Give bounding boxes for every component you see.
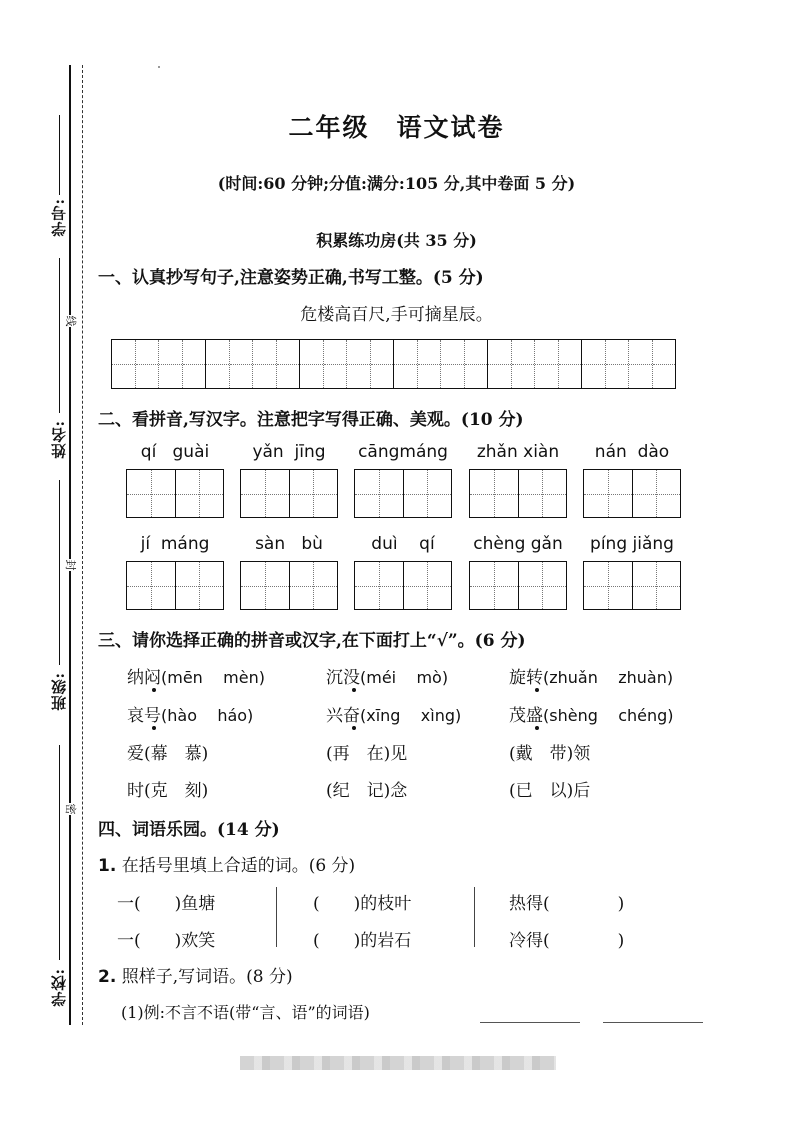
emphasis-dot xyxy=(152,726,156,730)
choice-word: 纳闷 xyxy=(127,668,161,688)
fill-blank-item[interactable]: ( )的岩石 xyxy=(313,931,412,951)
tianzige-box[interactable] xyxy=(126,469,224,518)
choice-item[interactable]: 时(克 刻) xyxy=(127,781,209,801)
choice-options: (zhuǎn zhuàn) xyxy=(543,668,674,687)
choice-word: 茂盛 xyxy=(509,706,543,726)
copy-writing-grid[interactable] xyxy=(111,339,676,389)
tianzige-box[interactable] xyxy=(583,469,681,518)
pinyin-label: sàn bù xyxy=(255,534,323,554)
pinyin-label: qí guài xyxy=(140,442,210,462)
choice-item[interactable]: (已 以)后 xyxy=(509,781,591,801)
choice-item[interactable] xyxy=(509,701,674,726)
answer-line[interactable] xyxy=(480,1022,580,1023)
part-number: 2. xyxy=(98,967,117,987)
tianzige-box[interactable] xyxy=(354,469,452,518)
choice-item[interactable] xyxy=(127,701,253,726)
choice-word: 沉没 xyxy=(326,668,360,688)
part-number: 1. xyxy=(98,856,117,876)
column-divider xyxy=(276,887,277,947)
choice-item[interactable] xyxy=(127,663,265,688)
school-label: 学校: xyxy=(50,968,68,1007)
choice-item[interactable]: (再 在)见 xyxy=(326,744,408,764)
choice-options: (shèng chéng) xyxy=(543,706,674,725)
school-blank xyxy=(59,745,60,960)
fill-blank-item[interactable]: 一( )鱼塘 xyxy=(117,894,216,914)
seal-char-mi: 密 xyxy=(64,803,77,815)
class-label: 班级: xyxy=(50,672,68,711)
column-divider xyxy=(474,887,475,947)
pinyin-label: jí máng xyxy=(140,534,210,554)
choice-item[interactable]: (纪 记)念 xyxy=(326,781,408,801)
scan-speck xyxy=(158,66,160,68)
tianzige-box[interactable] xyxy=(583,561,681,610)
choice-item[interactable] xyxy=(509,663,673,688)
choice-word: 旋转 xyxy=(509,668,543,688)
choice-item[interactable]: (戴 带)领 xyxy=(509,744,591,764)
section-title: 积累练功房(共 35 分) xyxy=(316,231,477,250)
choice-item[interactable] xyxy=(326,663,448,688)
choice-item[interactable] xyxy=(326,701,461,726)
pinyin-label: nán dào xyxy=(594,442,670,462)
fill-blank-item[interactable]: 热得( ) xyxy=(509,894,625,914)
choice-options: (méi mò) xyxy=(360,668,449,687)
binding-margin-dashed-line xyxy=(82,65,83,1025)
part-instruction: 照样子,写词语。(8 分) xyxy=(121,967,293,987)
pinyin-label: duì qí xyxy=(371,534,435,554)
question-1-sentence: 危楼高百尺,手可摘星辰。 xyxy=(300,305,493,325)
pinyin-label: zhǎn xiàn xyxy=(476,442,560,462)
exam-title: 二年级 语文试卷 xyxy=(288,113,505,142)
example-prompt: (1)例:不言不语(带“言、语”的词语) xyxy=(121,1003,370,1022)
exam-subtitle: (时间:60 分钟;分值:满分:105 分,其中卷面 5 分) xyxy=(217,174,576,193)
class-blank xyxy=(59,480,60,665)
name-label: 姓名: xyxy=(50,420,68,459)
pinyin-label: píng jiǎng xyxy=(590,534,674,554)
question-4-title: 四、词语乐园。(14 分) xyxy=(98,820,280,840)
seal-char-feng: 封 xyxy=(64,559,77,571)
blurred-watermark xyxy=(240,1056,556,1070)
tianzige-box[interactable] xyxy=(240,469,338,518)
question-4-part-2 xyxy=(98,962,293,987)
emphasis-dot xyxy=(152,688,156,692)
emphasis-dot xyxy=(535,726,539,730)
pinyin-label: chèng gǎn xyxy=(473,534,563,554)
seal-char-xian: 线 xyxy=(64,315,77,327)
choice-word: 哀号 xyxy=(127,706,161,726)
choice-word: 兴奋 xyxy=(326,706,360,726)
tianzige-box[interactable] xyxy=(240,561,338,610)
fill-blank-item[interactable]: 一( )欢笑 xyxy=(117,931,216,951)
tianzige-box[interactable] xyxy=(126,561,224,610)
tianzige-box[interactable] xyxy=(354,561,452,610)
tianzige-box[interactable] xyxy=(469,561,567,610)
choice-options: (xīng xìng) xyxy=(360,706,462,725)
pinyin-label: yǎn jīng xyxy=(252,442,326,462)
pinyin-label: cāngmáng xyxy=(358,442,448,462)
question-1-title: 一、认真抄写句子,注意姿势正确,书写工整。(5 分) xyxy=(98,268,484,288)
answer-line[interactable] xyxy=(603,1022,703,1023)
choice-item[interactable]: 爱(幕 慕) xyxy=(127,744,209,764)
tianzige-box[interactable] xyxy=(469,469,567,518)
question-4-part-1 xyxy=(98,851,355,876)
question-2-title: 二、看拼音,写汉字。注意把字写得正确、美观。(10 分) xyxy=(98,410,524,430)
fill-blank-item[interactable]: 冷得( ) xyxy=(509,931,625,951)
fill-blank-item[interactable]: ( )的枝叶 xyxy=(313,894,412,914)
emphasis-dot xyxy=(535,688,539,692)
name-blank xyxy=(59,258,60,413)
choice-options: (mēn mèn) xyxy=(161,668,265,687)
binding-margin-line xyxy=(69,65,71,1025)
emphasis-dot xyxy=(352,726,356,730)
question-3-title: 三、请你选择正确的拼音或汉字,在下面打上“√”。(6 分) xyxy=(98,631,526,651)
part-instruction: 在括号里填上合适的词。(6 分) xyxy=(121,856,356,876)
choice-options: (hào háo) xyxy=(161,706,254,725)
emphasis-dot xyxy=(352,688,356,692)
student-number-label: 学号: xyxy=(50,198,68,237)
